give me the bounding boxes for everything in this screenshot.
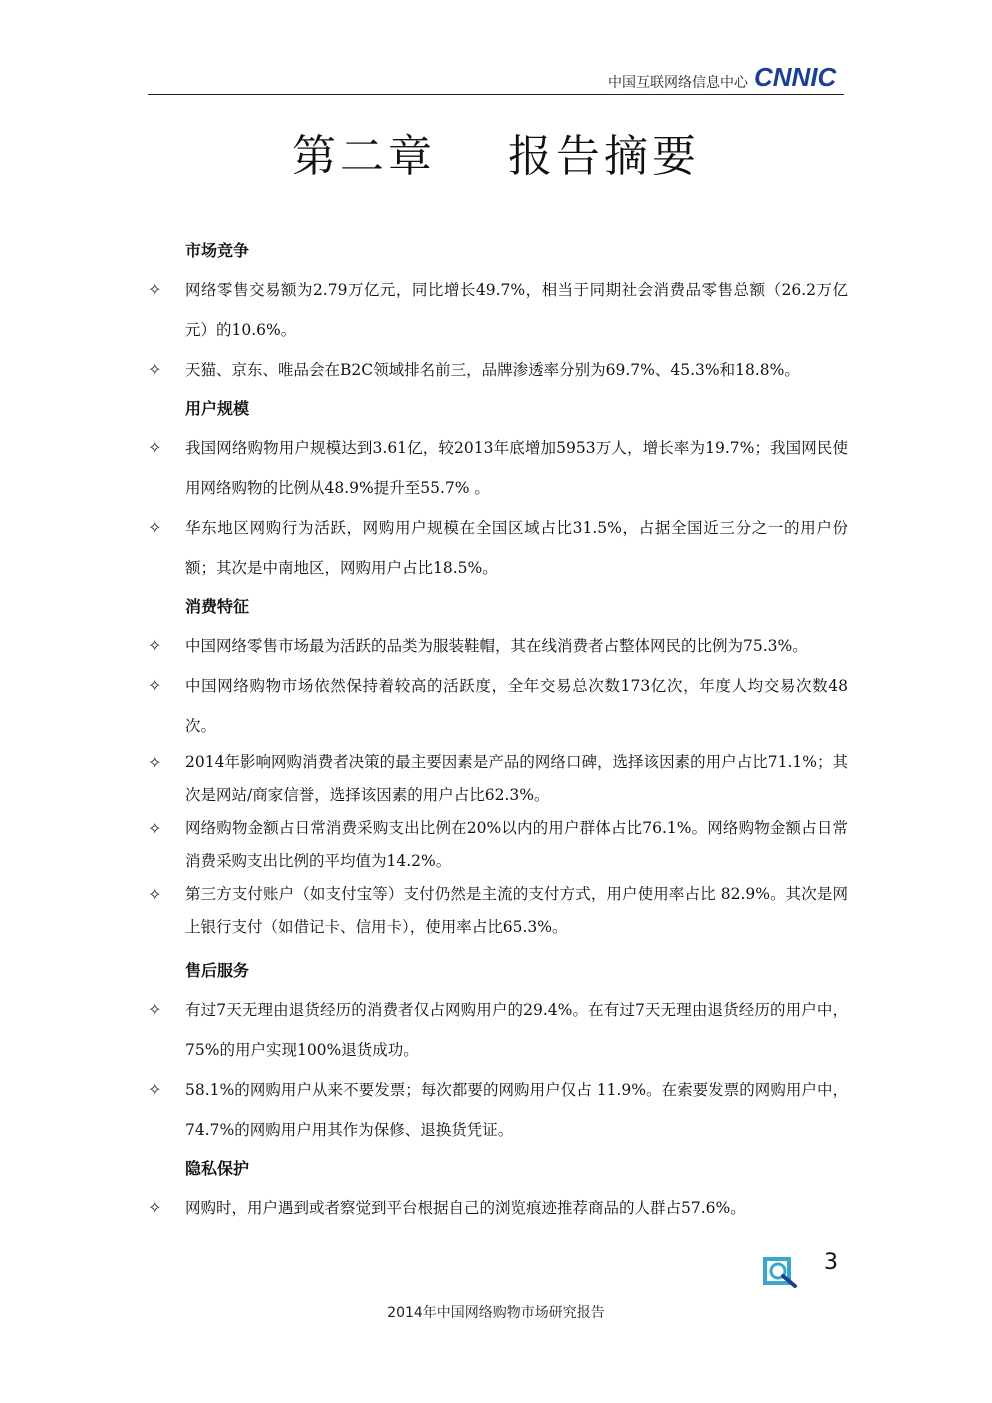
diamond-bullet-icon: ✧ bbox=[148, 438, 162, 457]
bullet-item bbox=[148, 1070, 848, 1150]
bullet-text: 有过7天无理由退货经历的消费者仅占网购用户的29.4%。在有过7天无理由退货经历的用户中，75%的用户实现100%退货成功。 bbox=[185, 1001, 848, 1059]
chapter-title: 第二章 报告摘要 bbox=[292, 131, 700, 182]
bullet-text: 第三方支付账户（如支付宝等）支付仍然是主流的支付方式，用户使用率占比 82.9%。其次是网上银行支付（如借记卡、信用卡），使用率占比65.3%。 bbox=[185, 885, 848, 936]
diamond-bullet-icon: ✧ bbox=[148, 360, 162, 379]
bullet-item bbox=[148, 746, 848, 812]
bullet-text: 中国网络购物市场依然保持着较高的活跃度，全年交易总次数173亿次，年度人均交易次数48次。 bbox=[185, 677, 848, 735]
bullet-text: 华东地区网购行为活跃，网购用户规模在全国区域占比31.5%，占据全国近三分之一的用户份额；其次是中南地区，网购用户占比18.5%。 bbox=[185, 519, 848, 577]
diamond-bullet-icon: ✧ bbox=[148, 885, 162, 904]
diamond-bullet-icon: ✧ bbox=[148, 1080, 162, 1099]
header-org-name: 中国互联网络信息中心 bbox=[608, 75, 748, 91]
bullet-item bbox=[148, 350, 848, 390]
svg-text:CNNIC: CNNIC bbox=[754, 62, 837, 92]
page-header bbox=[148, 60, 844, 95]
diamond-bullet-icon: ✧ bbox=[148, 819, 162, 838]
bullet-item bbox=[148, 428, 848, 508]
bullet-text: 我国网络购物用户规模达到3.61亿，较2013年底增加5953万人，增长率为19.7%；我国网民使用网络购物的比例从48.9%提升至55.7% 。 bbox=[185, 439, 848, 497]
bullet-text: 网购时，用户遇到或者察觉到平台根据自己的浏览痕迹推荐商品的人群占57.6%。 bbox=[185, 1199, 746, 1217]
diamond-bullet-icon: ✧ bbox=[148, 280, 162, 299]
summary-content bbox=[148, 232, 848, 1228]
section-heading-consumption: 消费特征 bbox=[185, 597, 250, 616]
cnnic-logo bbox=[752, 62, 840, 92]
section-heading-privacy: 隐私保护 bbox=[185, 1159, 250, 1178]
bullet-text: 58.1%的网购用户从来不要发票；每次都要的网购用户仅占 11.9%。在索要发票的网购用户中，74.7%的网购用户用其作为保修、退换货凭证。 bbox=[185, 1081, 848, 1139]
page-number: 3 bbox=[824, 1250, 838, 1275]
diamond-bullet-icon: ✧ bbox=[148, 636, 162, 655]
bullet-text: 网络零售交易额为2.79万亿元，同比增长49.7%，相当于同期社会消费品零售总额（26.2万亿元）的10.6%。 bbox=[185, 281, 848, 339]
bullet-text: 2014年影响网购消费者决策的最主要因素是产品的网络口碑，选择该因素的用户占比71.1%；其次是网站/商家信誉，选择该因素的用户占比62.3%。 bbox=[185, 753, 848, 804]
bullet-item bbox=[148, 666, 848, 746]
diamond-bullet-icon: ✧ bbox=[148, 1000, 162, 1019]
bullet-item bbox=[148, 626, 848, 666]
bullet-text: 天猫、京东、唯品会在B2C领域排名前三，品牌渗透率分别为69.7%、45.3%和18.8%。 bbox=[185, 361, 800, 379]
bullet-item bbox=[148, 270, 848, 350]
magnifier-report-icon bbox=[762, 1254, 800, 1288]
diamond-bullet-icon: ✧ bbox=[148, 676, 162, 695]
bullet-item bbox=[148, 878, 848, 944]
bullet-item bbox=[148, 1188, 848, 1228]
diamond-bullet-icon: ✧ bbox=[148, 1198, 162, 1217]
section-heading-market: 市场竞争 bbox=[185, 241, 250, 260]
section-heading-users: 用户规模 bbox=[185, 399, 250, 418]
bullet-item bbox=[148, 812, 848, 878]
bullet-item bbox=[148, 508, 848, 588]
bullet-item bbox=[148, 990, 848, 1070]
bullet-text: 网络购物金额占日常消费采购支出比例在20%以内的用户群体占比76.1%。网络购物金额占日常消费采购支出比例的平均值为14.2%。 bbox=[185, 819, 848, 870]
diamond-bullet-icon: ✧ bbox=[148, 518, 162, 537]
page-footer: 2014年中国网络购物市场研究报告 bbox=[387, 1305, 605, 1321]
diamond-bullet-icon: ✧ bbox=[148, 753, 162, 772]
bullet-text: 中国网络零售市场最为活跃的品类为服装鞋帽，其在线消费者占整体网民的比例为75.3%。 bbox=[185, 637, 808, 655]
section-heading-after-sales: 售后服务 bbox=[185, 961, 250, 980]
